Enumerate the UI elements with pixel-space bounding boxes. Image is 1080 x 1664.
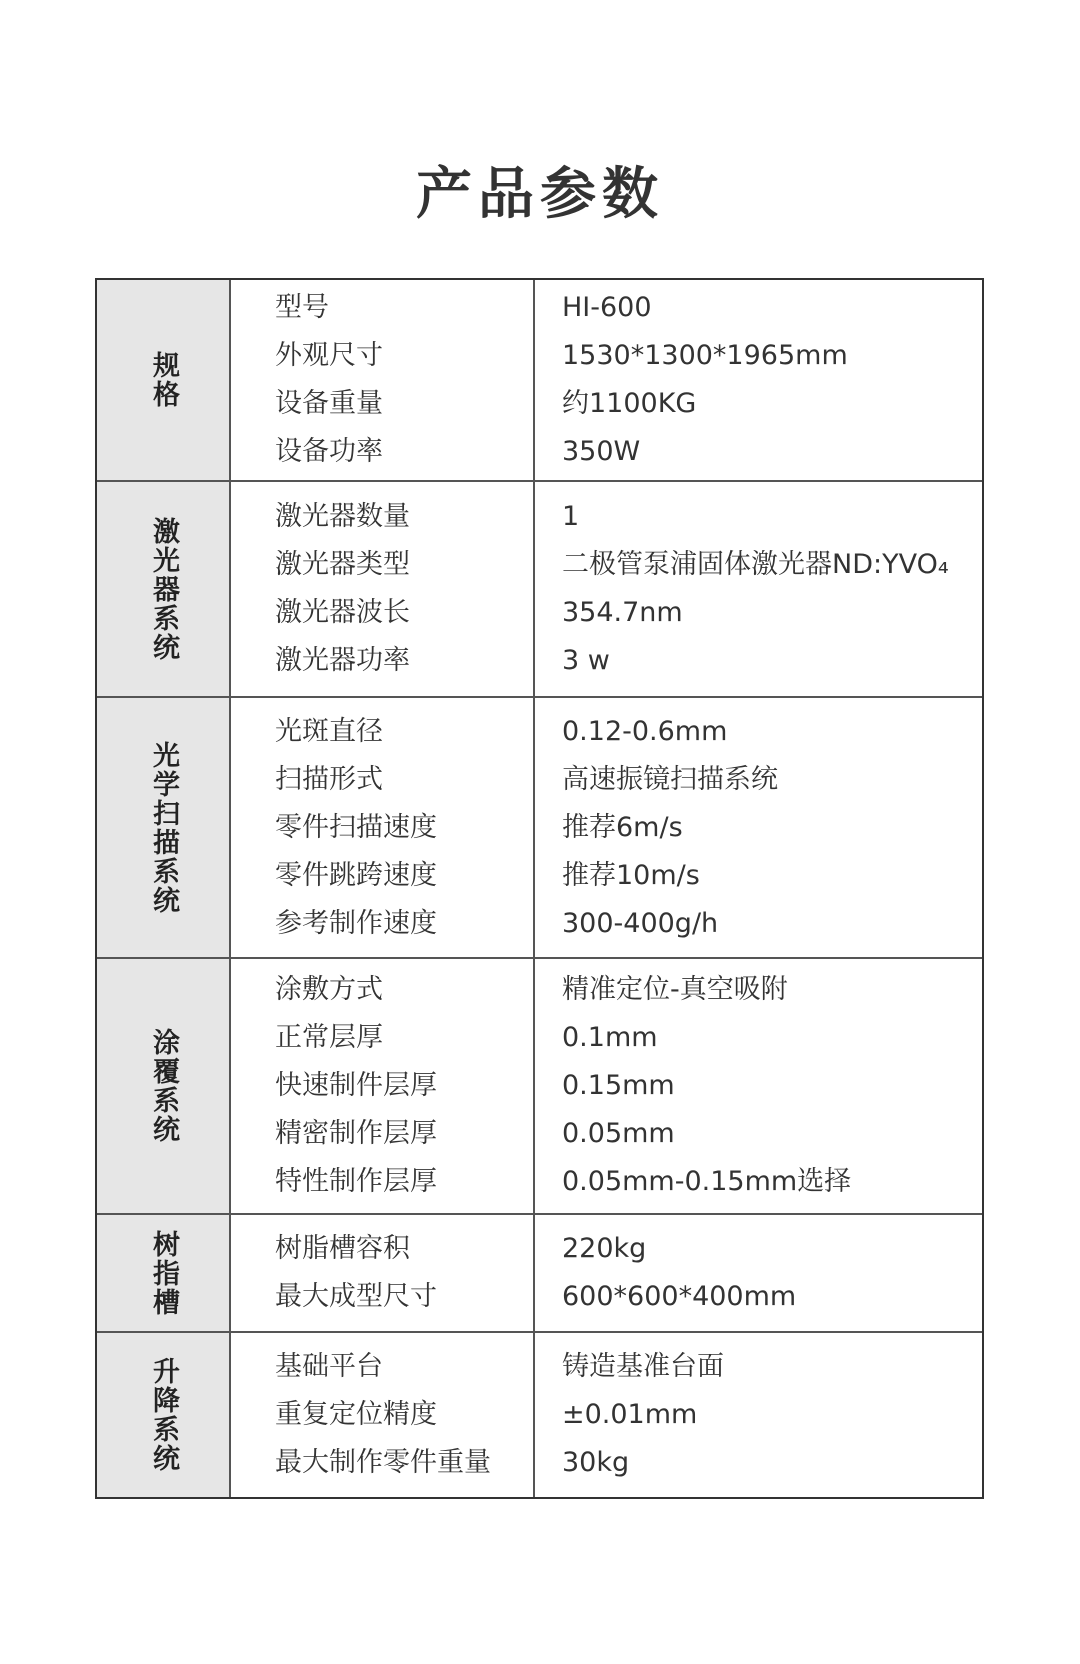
section-coating-system — [97, 957, 982, 1213]
param-name: 重复定位精度 — [275, 1399, 437, 1430]
param-value: 0.05mm-0.15mm选择 — [562, 1166, 852, 1197]
category-label: 光学扫描系统 — [148, 740, 179, 915]
param-value: 350W — [562, 436, 641, 467]
param-value-column — [535, 1333, 982, 1497]
category-cell — [97, 698, 231, 957]
param-value-column — [535, 482, 982, 696]
param-name: 扫描形式 — [275, 763, 383, 795]
category-label: 规格 — [148, 351, 179, 409]
category-cell — [97, 482, 231, 696]
param-name: 型号 — [275, 292, 329, 323]
category-label: 升降系统 — [148, 1357, 179, 1473]
param-value-column — [535, 959, 982, 1213]
section-spec — [97, 280, 982, 480]
param-value: ±0.01mm — [562, 1399, 698, 1430]
param-value-column — [535, 1215, 982, 1331]
param-value-column — [535, 698, 982, 957]
param-value: 0.15mm — [562, 1070, 675, 1101]
category-cell — [97, 1215, 231, 1331]
param-value: 推荐6m/s — [562, 811, 683, 843]
param-name: 特性制作层厚 — [275, 1166, 437, 1197]
param-name-column — [231, 280, 535, 480]
param-name: 最大成型尺寸 — [275, 1281, 437, 1312]
param-value: 推荐10m/s — [562, 859, 700, 891]
section-laser-system — [97, 480, 982, 696]
param-value: 0.1mm — [562, 1022, 658, 1053]
param-name: 零件扫描速度 — [275, 811, 437, 843]
param-name: 精密制作层厚 — [275, 1118, 437, 1149]
section-lift-system — [97, 1331, 982, 1497]
param-name-column — [231, 698, 535, 957]
param-name: 激光器数量 — [275, 501, 410, 532]
param-value: 二极管泵浦固体激光器ND:YVO₄ — [562, 549, 949, 580]
param-value: 300-400g/h — [562, 907, 719, 939]
param-value: 3 w — [562, 645, 610, 676]
param-value: HI-600 — [562, 292, 652, 323]
param-name: 激光器波长 — [275, 597, 410, 628]
category-label: 激光器系统 — [148, 516, 179, 662]
param-value: 220kg — [562, 1233, 647, 1264]
spec-table — [95, 278, 984, 1499]
param-name-column — [231, 1333, 535, 1497]
param-name: 激光器功率 — [275, 645, 410, 676]
param-name-column — [231, 959, 535, 1213]
param-name: 快速制件层厚 — [275, 1070, 437, 1101]
param-name: 树脂槽容积 — [275, 1233, 410, 1264]
param-value: 约1100KG — [562, 388, 697, 419]
category-cell — [97, 280, 231, 480]
param-value: 0.12-0.6mm — [562, 715, 728, 747]
param-name: 设备功率 — [275, 436, 383, 467]
param-value: 600*600*400mm — [562, 1281, 797, 1312]
category-label: 树指槽 — [148, 1229, 179, 1317]
param-name: 设备重量 — [275, 388, 383, 419]
param-value: 1530*1300*1965mm — [562, 340, 848, 371]
param-name-column — [231, 482, 535, 696]
param-name: 最大制作零件重量 — [275, 1447, 491, 1478]
page-title: 产品参数 — [416, 162, 664, 227]
param-value-column — [535, 280, 982, 480]
param-name: 基础平台 — [275, 1351, 383, 1382]
param-name: 正常层厚 — [275, 1022, 383, 1053]
param-name: 外观尺寸 — [275, 340, 383, 371]
param-value: 30kg — [562, 1447, 630, 1478]
param-name: 参考制作速度 — [275, 907, 437, 939]
param-name: 激光器类型 — [275, 549, 410, 580]
section-optical-scan-system — [97, 696, 982, 957]
param-value: 0.05mm — [562, 1118, 675, 1149]
param-value: 高速振镜扫描系统 — [562, 763, 778, 795]
category-label: 涂覆系统 — [148, 1028, 179, 1144]
param-value: 354.7nm — [562, 597, 683, 628]
param-value: 精准定位-真空吸附 — [562, 974, 788, 1005]
param-name: 涂敷方式 — [275, 974, 383, 1005]
param-value: 铸造基准台面 — [562, 1351, 724, 1382]
param-value: 1 — [562, 501, 580, 532]
param-name: 零件跳跨速度 — [275, 859, 437, 891]
category-cell — [97, 1333, 231, 1497]
param-name-column — [231, 1215, 535, 1331]
param-name: 光斑直径 — [275, 715, 383, 747]
section-resin-tank — [97, 1213, 982, 1331]
category-cell — [97, 959, 231, 1213]
